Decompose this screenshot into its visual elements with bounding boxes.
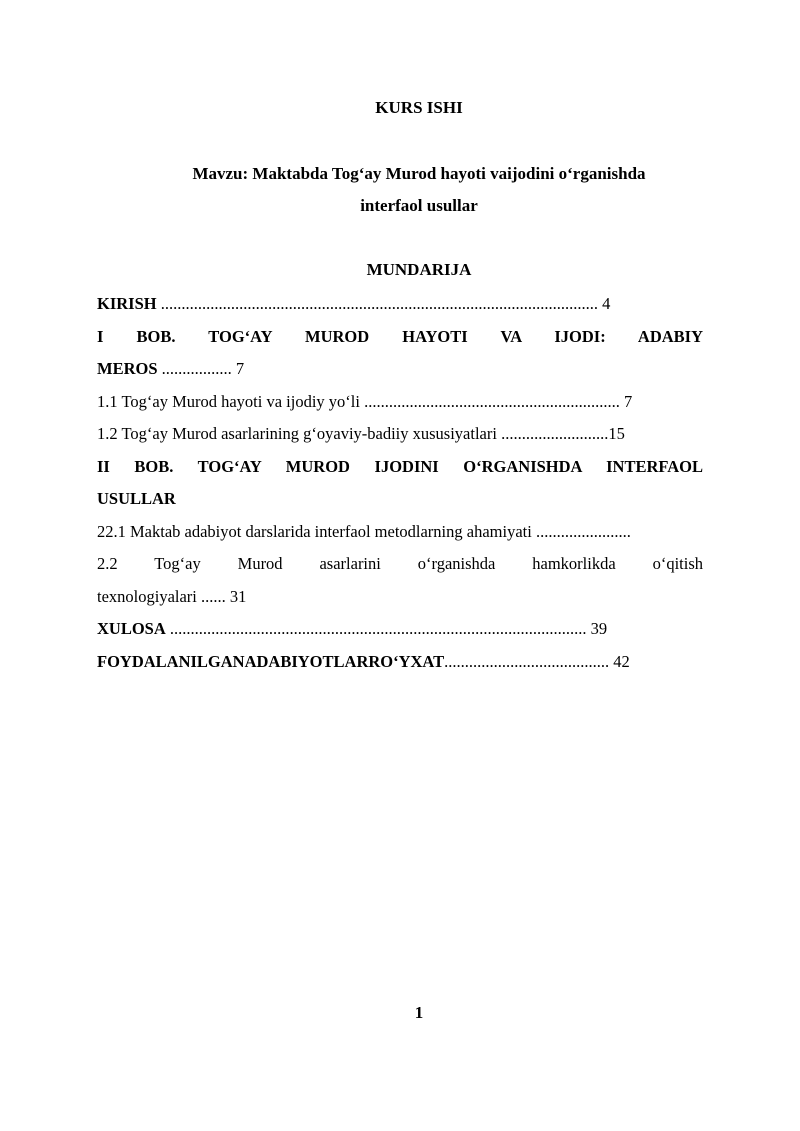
toc-references-page: ........................................ 42 <box>444 651 630 671</box>
toc-entry-chapter-1-line-1[interactable]: I BOB. TOG‘AY MUROD HAYOTI VA IJODI: ADABIY <box>97 326 703 346</box>
toc-kirish-dots: .......................................................................................................... <box>156 294 598 313</box>
toc-entry-section-1-1[interactable]: 1.1 Tog‘ay Murod hayoti va ijodiy yo‘li .............................................................. 7 <box>97 391 633 411</box>
toc-entry-section-2-2-line-2[interactable]: texnologiyalari ...... 31 <box>97 586 247 606</box>
toc-xulosa-label: XULOSA <box>97 619 166 638</box>
contents-heading: MUNDARIJA <box>366 260 472 279</box>
toc-entry-xulosa[interactable] <box>97 613 703 646</box>
topic-line-1: Mavzu: Maktabda Tog‘ay Murod hayoti vaijodini o‘rganishda <box>192 164 646 183</box>
toc-kirish-label: KIRISH <box>97 294 157 313</box>
toc-entry-references[interactable] <box>97 646 703 679</box>
toc-entry-chapter-1-line-2[interactable] <box>97 353 703 386</box>
toc-chapter-1-label: MEROS <box>97 359 158 378</box>
document-title: KURS ISHI <box>375 98 463 117</box>
toc-chapter-1-page: ................. 7 <box>157 359 245 378</box>
toc-entry-chapter-2-line-2[interactable]: USULLAR <box>97 489 176 508</box>
toc-references-label: FOYDALANILGANADABIYOTLARRO‘YXAT <box>97 651 445 671</box>
toc-kirish-page: 4 <box>597 294 611 313</box>
toc-entry-kirish[interactable] <box>97 288 703 321</box>
toc-entry-section-2-2-line-1[interactable]: 2.2 Tog‘ay Murod asarlarini o‘rganishda hamkorlikda o‘qitish <box>97 554 703 573</box>
topic-line-2: interfaol usullar <box>360 196 478 215</box>
page-number: 1 <box>414 1003 424 1022</box>
toc-xulosa-page: ..................................................................................................... 39 <box>165 619 608 638</box>
document-topic <box>0 158 800 222</box>
toc-entry-chapter-2-line-1[interactable]: II BOB. TOG‘AY MUROD IJODINI O‘RGANISHDA INTERFAOL <box>97 456 703 476</box>
toc-entry-section-2-1[interactable]: 22.1 Maktab adabiyot darslarida interfaol metodlarning ahamiyati ....................... <box>97 521 631 541</box>
table-of-contents <box>97 288 703 678</box>
toc-entry-section-1-2[interactable]: 1.2 Tog‘ay Murod asarlarining g‘oyaviy-badiiy xususiyatlari ..........................15 <box>97 424 625 443</box>
